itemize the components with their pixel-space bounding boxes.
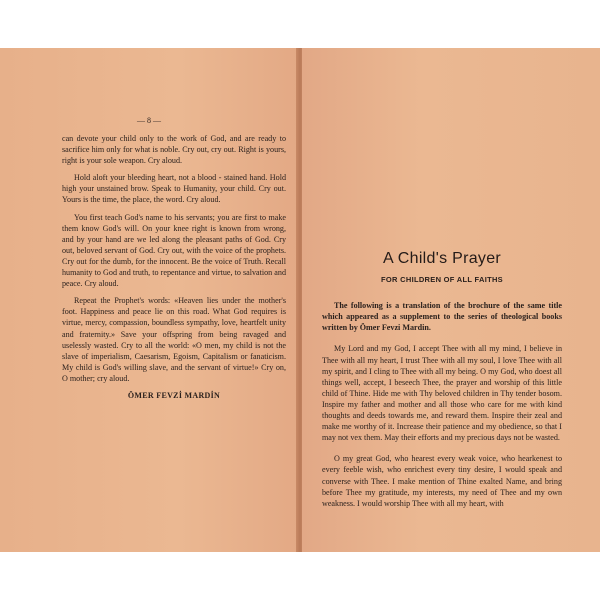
right-paragraph-1: My Lord and my God, I accept Thee with all my mind, I believe in Thee with all my heart, I trust Thee with all my soul, I love Thee with all my spirit, and I cling to Thee with all my being. O my God, who doest all things well, accept, I beseech Thee, the prayer and worship of this little child of Thine. Hide me with Thy beloved children in Thy tender bosom. Inspire my father and mother and all those who care for me with kind thoughts and deeds towards me, and reward them. Inspire their zeal and make me worthy of it. Increase their patience and my obedience, so that I may not vex them. May their efforts and my precious days not be wasted. [322,344,562,443]
left-paragraph-3: You first teach God's name to his servants; you are first to make them know God's will. On your knee right is known from wrong, and by your hand are we led along the pleasant paths of God. Cry out, beloved servant of God. Cry out, with the voice of the prophets. Cry out for the dumb, for the innocent. Be the voice of Truth. Recall humanity to God and truth, to repentance and virtue, to salvation and peace. Cry aloud. [62,212,286,289]
translation-note: The following is a translation of the brochure of the same title which appeared as a supplement to the series of theological books written by Ömer Fevzi Mardin. [322,301,562,333]
left-page [0,48,298,552]
prayer-title: A Child's Prayer [382,250,502,267]
author-signature: ÖMER FEVZİ MARDİN [127,390,221,400]
page-number: — 8 — [137,116,161,125]
left-page-text [62,133,286,401]
left-paragraph-2: Hold aloft your bleeding heart, not a blood - stained hand. Hold high your unstained brow. Speak to Humanity, your child. Cry out. Yours is the time, the place, the word. Cry aloud. [62,173,286,205]
left-paragraph-4: Repeat the Prophet's words: «Heaven lies under the mother's foot. Happiness and peace lie on this road. What God requires is virtue, mercy, compassion, boundless sympathy, love, heartfelt unity and fraternity.» Save your offspring from being ravaged and uselessly wasted. Cry to all the world: «O men, my child is not the slave of imperialism, Caesarism, Egoism, Capitalism or fanaticism. My child is God's willing slave, and the servant of virtue!» Cry on, O mother; cry aloud. [62,296,286,383]
left-paragraph-1: can devote your child only to the work of God, and are ready to sacrifice him only for what is noble. Cry out, cry out. Right is yours, right is your sole weapon. Cry aloud. [62,134,286,166]
right-page-text [322,250,562,519]
prayer-subtitle: FOR CHILDREN OF ALL FAITHS [381,275,503,285]
book-spread [0,48,600,552]
right-paragraph-2: O my great God, who hearest every weak voice, who hearkenest to every feeble wish, who enrichest every tiny desire, I would speak and converse with Thee. I make mention of Thine exalted Name, and bring before Thee my gratitude, my interests, my need of Thee and my own weakness. I would worship Thee with all my heart, with [322,454,562,508]
